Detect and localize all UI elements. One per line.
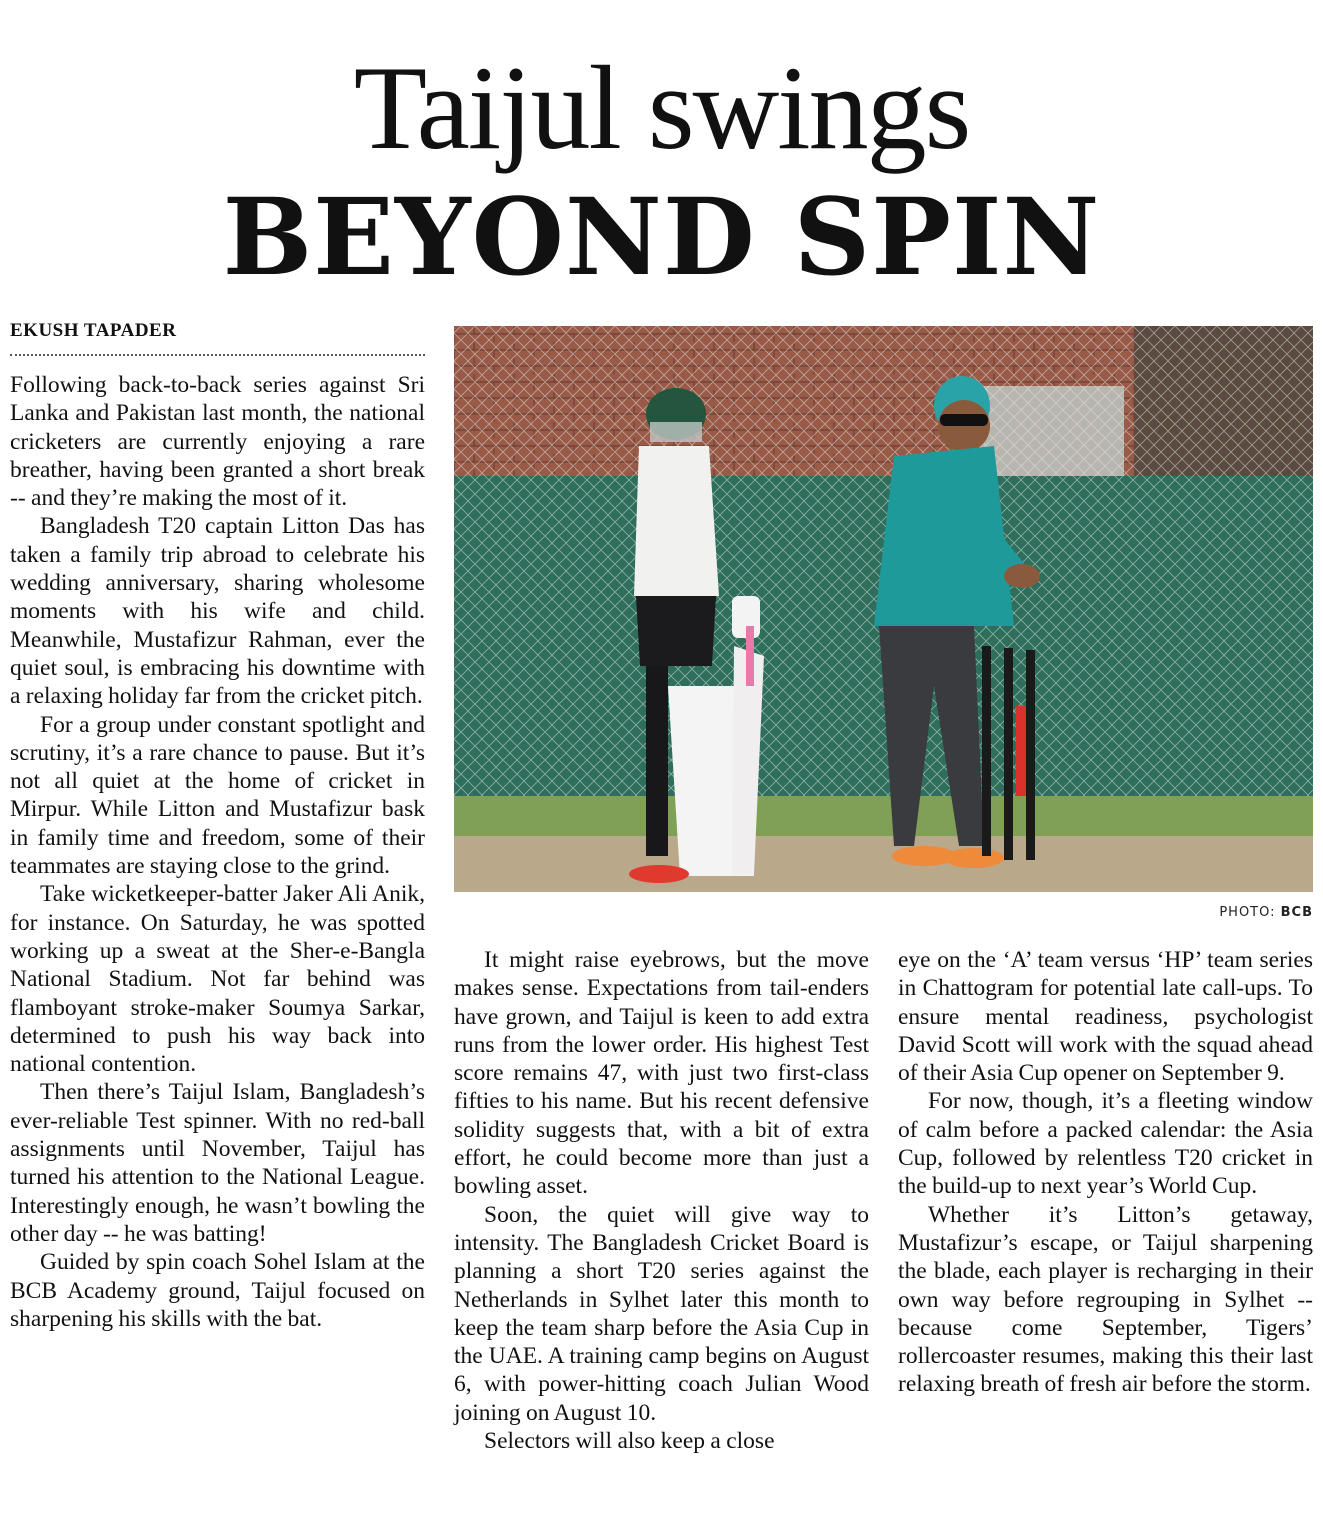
paragraph: Bangladesh T20 captain Litton Das has taken a family trip abroad to celebrate his wedding anniversary, sharing wholesome moments with his wife and child. Meanwhile, Mustafizur Rahman, ever the quiet soul, is embracing his downtime with a relaxing holiday far from the cricket pitch. [10, 513, 425, 710]
article-column-3 [898, 946, 1313, 1399]
article-column-1 [10, 371, 425, 1333]
paragraph: Guided by spin coach Sohel Islam at the BCB Academy ground, Taijul focused on sharpening his skills with the bat. [10, 1249, 425, 1332]
paragraph: For a group under constant spotlight and scrutiny, it’s a rare chance to pause. But it’s not all quiet at the home of cricket in Mirpur. While Litton and Mustafizur bask in family time and freedom, some of their teammates are staying close to the grind. [10, 711, 425, 880]
paragraph: It might raise eyebrows, but the move makes sense. Expectations from tail-enders have grown, and Taijul is keen to add extra runs from the lower order. His highest Test score remains 47, with just two first-class fifties to his name. But his recent defensive solidity suggests that, with a bit of extra effort, he could become more than just a bowling asset. [454, 947, 869, 1200]
headline-line-1: Taijul swings [353, 41, 970, 174]
paragraph: Whether it’s Litton’s getaway, Mustafizur’s escape, or Taijul sharpening the blade, each player is recharging in their own way before regrouping in Sylhet -- because come September, Tigers’ rollercoaster resumes, making this their last relaxing breath of fresh air before the storm. [898, 1201, 1313, 1398]
article-column-2 [454, 946, 869, 1455]
paragraph: For now, though, it’s a fleeting window of calm before a packed calendar: the Asia Cup, followed by relentless T20 cricket in the build-up to next year’s World Cup. [898, 1088, 1313, 1200]
paragraph: Soon, the quiet will give way to intensity. The Bangladesh Cricket Board is planning a short T20 series against the Netherlands in Sylhet later this month to keep the team sharp before the Asia Cup in the UAE. A training camp begins on August 6, with power-hitting coach Julian Wood joining on August 10. [454, 1201, 869, 1426]
paragraph: eye on the ‘A’ team versus ‘HP’ team series in Chattogram for potential late call-ups. To ensure mental readiness, psychologist David Scott will work with the squad ahead of their Asia Cup opener on September 9. [898, 947, 1313, 1087]
paragraph: Then there’s Taijul Islam, Bangladesh’s ever-reliable Test spinner. With no red-ball assignments until November, Taijul has turned his attention to the National League. Interestingly enough, he wasn’t bowling the other day -- he was batting! [10, 1079, 425, 1247]
paragraph: Take wicketkeeper-batter Jaker Ali Anik, for instance. On Saturday, he was spotted working up a sweat at the Sher-e-Bangla National Stadium. Not far behind was flamboyant stroke-maker Soumya Sarkar, determined to push his way back into national contention. [10, 881, 425, 1078]
article-photo [454, 326, 1313, 892]
photo-credit [1219, 905, 1313, 920]
paragraph: Selectors will also keep a close [484, 1428, 775, 1455]
photo-credit-source: BCB [1280, 905, 1313, 920]
byline-divider [10, 354, 425, 356]
stumps [982, 646, 1035, 860]
paragraph: Following back-to-back series against Sri Lanka and Pakistan last month, the national cricketers are currently enjoying a rare breather, having been granted a short break -- and they’re making the most of it. [10, 372, 425, 512]
cricket-practice-photo [454, 326, 1313, 892]
byline: EKUSH TAPADER [10, 320, 177, 341]
headline-line-2: BEYOND SPIN [222, 174, 1101, 299]
photo-credit-label: PHOTO: [1219, 905, 1276, 920]
